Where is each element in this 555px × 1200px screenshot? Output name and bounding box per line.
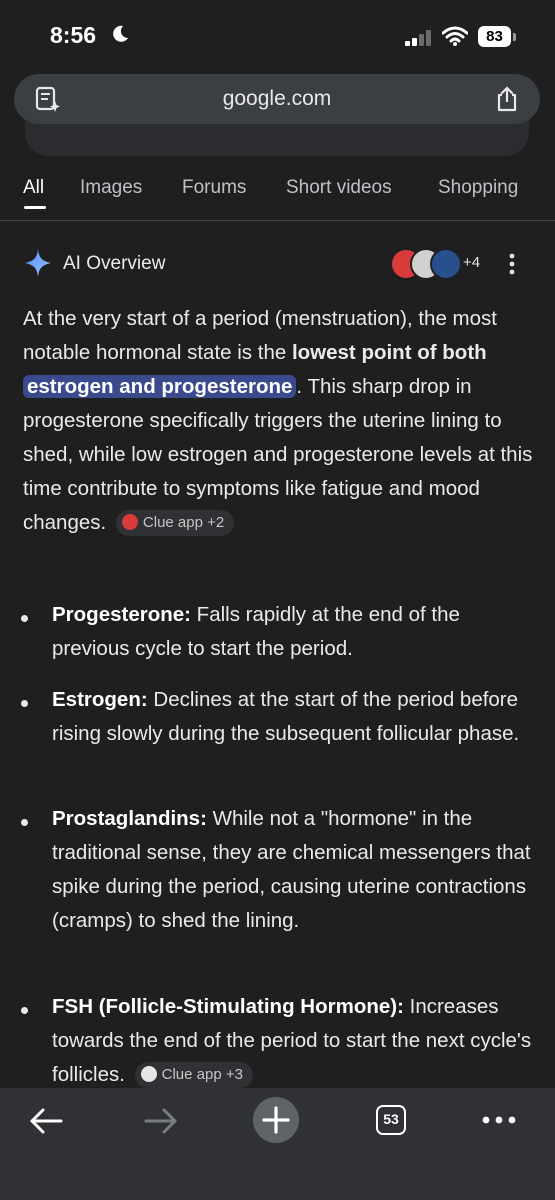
list-item-term: FSH (Follicle-Stimulating Hormone): — [52, 995, 404, 1018]
list-item-text: Falls rapidly at the end of the previous cycle to start the period. — [52, 603, 460, 660]
bullet-dot — [21, 819, 28, 826]
back-arrow-icon[interactable] — [28, 1106, 64, 1136]
focus-moon-icon — [110, 24, 130, 44]
list-item-text: While not a "hormone" in the traditional sense, they are chemical messengers that spike during the period, causing uterine contractions (cramps) to shed the lining. — [52, 807, 531, 932]
list-item-term: Progesterone: — [52, 603, 191, 626]
bullet-dot — [21, 1007, 28, 1014]
url-text[interactable]: google.com — [222, 87, 332, 110]
citation-label[interactable]: Clue app +3 — [161, 1066, 243, 1083]
tab-switcher-button[interactable]: 53 — [376, 1105, 406, 1135]
citation-chip[interactable] — [116, 510, 234, 536]
summary-text-1: At the very start of a period (menstruation), the most notable hormonal state is the — [23, 307, 497, 364]
gemini-sparkle-icon — [24, 248, 52, 278]
list-item-text: Increases towards the end of the period to start the next cycle's follicles. — [52, 995, 532, 1086]
tabs-divider — [0, 220, 555, 221]
status-bar — [0, 0, 555, 70]
ai-overview-summary — [23, 302, 535, 540]
list-item — [52, 802, 537, 938]
cellular-signal-icon — [405, 30, 435, 46]
active-tab-indicator — [24, 206, 46, 209]
tab-images[interactable]: Images — [80, 177, 143, 198]
list-item — [52, 683, 537, 751]
summary-bold: lowest point of both — [291, 341, 487, 364]
citation-chip[interactable] — [135, 1062, 253, 1088]
new-tab-icon[interactable] — [252, 1096, 300, 1144]
bullet-dot — [21, 700, 28, 707]
battery-tip — [513, 33, 516, 41]
clock-time: 8:56 — [50, 22, 97, 48]
sources-more-count[interactable]: +4 — [463, 254, 481, 271]
list-item-text: Declines at the start of the period before rising slowly during the subsequent follicular phase. — [52, 688, 520, 745]
more-menu-icon[interactable] — [482, 1116, 516, 1124]
clue-app-icon — [141, 1066, 157, 1082]
list-item-term: Estrogen: — [52, 688, 148, 711]
share-icon[interactable] — [494, 85, 520, 113]
source-favicons[interactable] — [390, 248, 490, 278]
tab-shopping[interactable]: Shopping — [438, 177, 519, 198]
tab-forums[interactable]: Forums — [182, 177, 247, 198]
citation-label[interactable]: Clue app +2 — [142, 514, 225, 531]
summary-highlight[interactable]: estrogen and progesterone — [23, 375, 296, 398]
tab-all[interactable]: All — [23, 177, 45, 198]
list-item — [52, 990, 537, 1092]
address-bar[interactable] — [14, 74, 540, 124]
more-options-icon[interactable] — [508, 252, 516, 276]
battery-indicator: 83 — [478, 26, 511, 47]
wifi-icon — [442, 26, 468, 46]
source-favicon-3-icon[interactable] — [430, 248, 462, 280]
summary-text-2: . This sharp drop in progesterone specifically triggers the uterine lining to shed, while low estrogen and progesterone levels at this time contribute to symptoms like fatigue and mood changes. — [23, 375, 533, 534]
list-item — [52, 598, 537, 666]
clue-app-icon — [122, 514, 138, 530]
forward-arrow-icon[interactable] — [143, 1106, 179, 1136]
list-item-term: Prostaglandins: — [52, 807, 207, 830]
search-tabs — [0, 170, 555, 214]
bullet-dot — [21, 615, 28, 622]
browser-toolbar — [0, 1088, 555, 1200]
ai-overview-title: AI Overview — [63, 253, 166, 274]
tab-short-videos[interactable]: Short videos — [286, 177, 392, 198]
ai-overview-header — [0, 240, 555, 288]
